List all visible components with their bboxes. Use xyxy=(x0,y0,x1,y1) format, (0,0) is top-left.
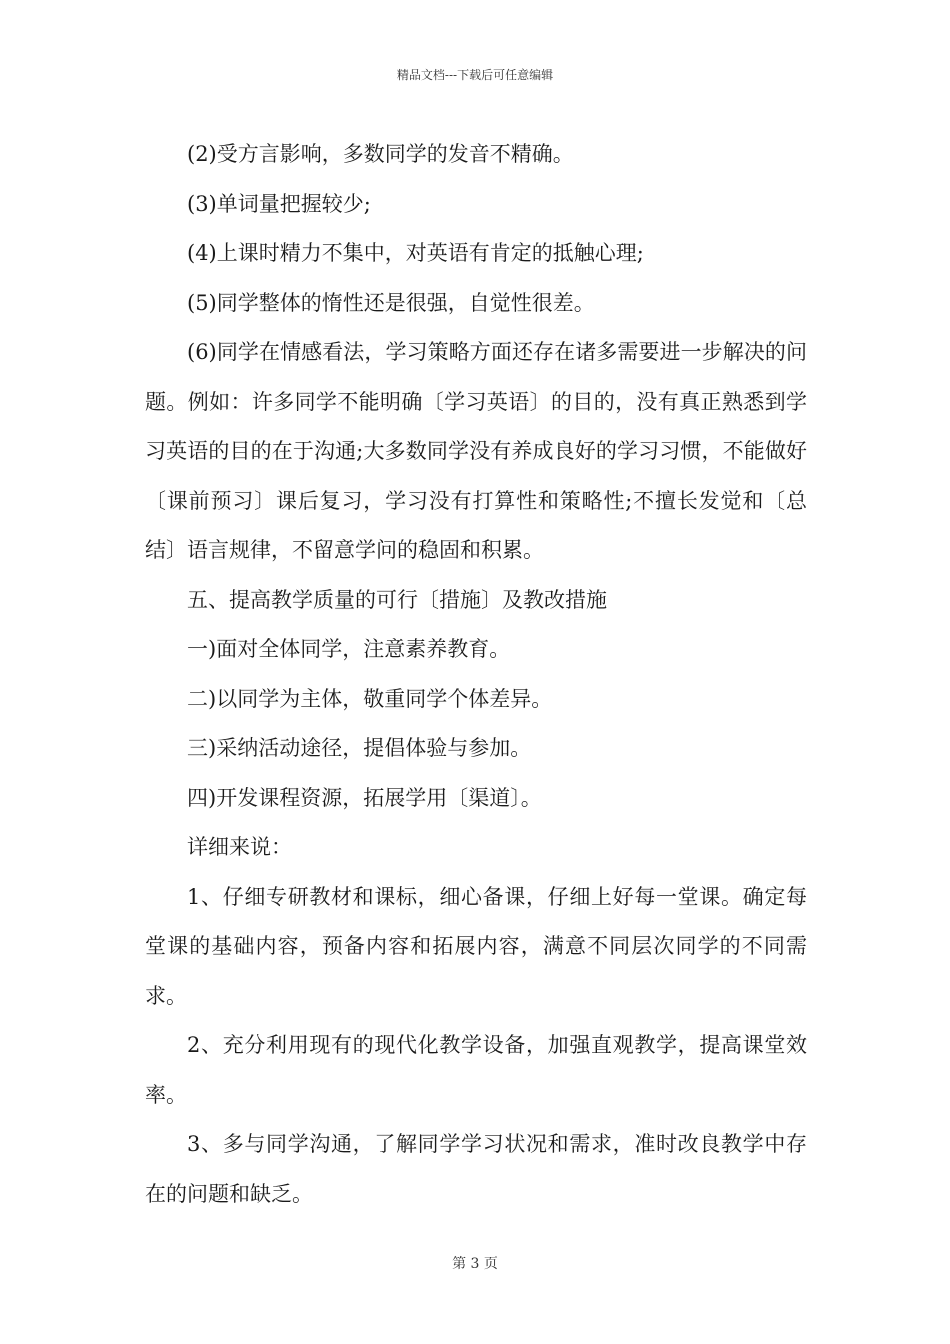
paragraph: (3)单词量把握较少; xyxy=(187,191,371,216)
paragraph: 三)采纳活动途径，提倡体验与参加。 xyxy=(187,736,532,760)
paragraph: 1、仔细专研教材和课标，细心备课，仔细上好每一堂课。确定每堂课的基础内容，预备内容和拓展内容，满意不同层次同学的不同需求。 xyxy=(145,884,807,1008)
paragraph: 详细来说： xyxy=(187,835,292,859)
paragraph: 二)以同学为主体，敬重同学个体差异。 xyxy=(187,686,553,711)
paragraph: 3、多与同学沟通，了解同学学习状况和需求，准时改良教学中存在的问题和缺乏。 xyxy=(145,1132,807,1206)
paragraph: (5)同学整体的惰性还是很强，自觉性很差。 xyxy=(187,290,595,315)
page-header: 精品文档---下载后可任意编辑 xyxy=(396,68,554,82)
page-number: 第 3 页 xyxy=(452,1256,498,1272)
document-body xyxy=(145,130,807,1219)
paragraph: (2)受方言影响，多数同学的发音不精确。 xyxy=(187,142,574,166)
section-heading: 五、提高教学质量的可行〔措施〕及教改措施 xyxy=(187,587,607,612)
paragraph: 一)面对全体同学，注意素养教育。 xyxy=(187,637,511,661)
paragraph: (4)上课时精力不集中，对英语有肯定的抵触心理; xyxy=(187,241,644,265)
paragraph: 四)开发课程资源，拓展学用〔渠道〕。 xyxy=(187,785,542,810)
paragraph: 2、充分利用现有的现代化教学设备，加强直观教学，提高课堂效率。 xyxy=(145,1033,807,1107)
paragraph: (6)同学在情感看法，学习策略方面还存在诸多需要进一步解决的问题。例如：许多同学不能明确〔学习英语〕的目的，没有真正熟悉到学习英语的目的在于沟通;大多数同学没有养成良好的学习习惯，不能做好〔课前预习〕课后复习，学习没有打算性和策略性;不擅长发觉和〔总结〕语言规律，不留意学问的稳固和积累。 xyxy=(145,340,807,562)
